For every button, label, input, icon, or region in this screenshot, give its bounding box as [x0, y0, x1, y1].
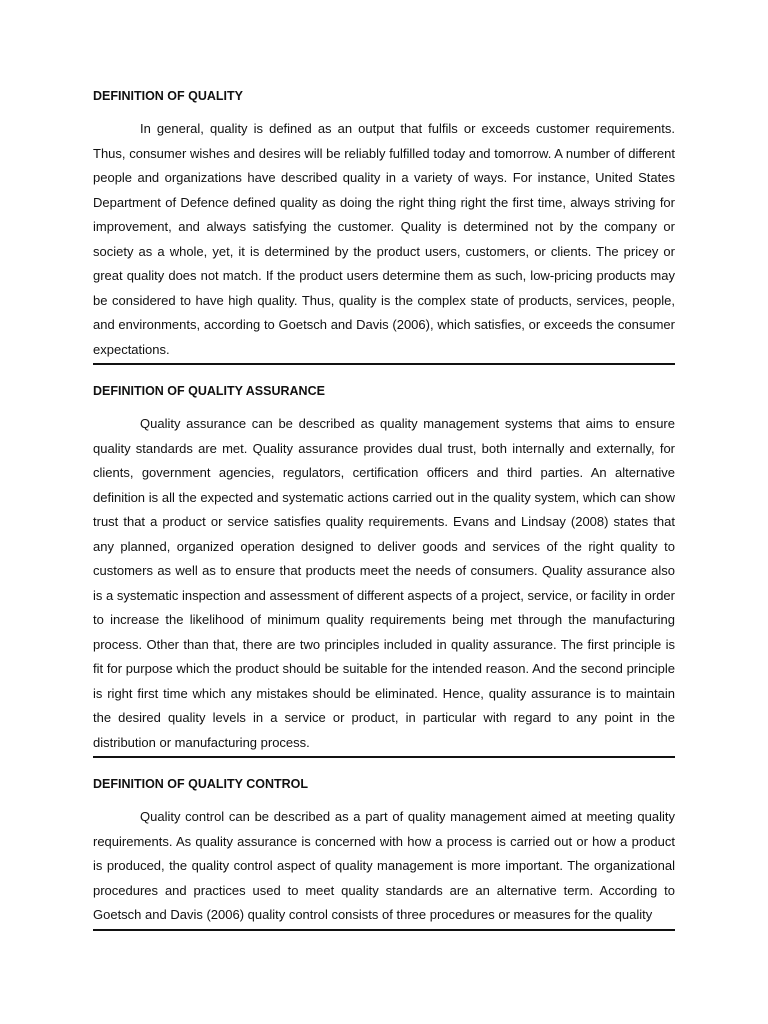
section-heading-quality-assurance: DEFINITION OF QUALITY ASSURANCE [93, 384, 325, 398]
section-heading-quality: DEFINITION OF QUALITY [93, 89, 243, 103]
section-paragraph-quality-control: Quality control can be described as a part of quality management aimed at meeting quality requirements. As quality assurance is concerned with how a process is carried out or how a product is produced, the quality control aspect of quality management is more important. The organizational procedures and practices used to meet quality standards are an alternative term. According to Goetsch and Davis (2006) quality control consists of three procedures or measures for the quality [93, 809, 675, 922]
section-heading-quality-control: DEFINITION OF QUALITY CONTROL [93, 777, 309, 791]
section-divider [93, 756, 675, 758]
section-divider [93, 929, 675, 931]
section-paragraph-quality-assurance: Quality assurance can be described as quality management systems that aims to ensure quality standards are met. Quality assurance provides dual trust, both internally and externally, for clients, government agencies, regulators, certification officers and third parties. An alternative definition is all the expected and systematic actions carried out in the quality system, which can show trust that a product or service satisfies quality requirements. Evans and Lindsay (2008) states that any planned, organized operation designed to deliver goods and services of the right quality to customers as well as to ensure that products meet the needs of consumers. Quality assurance also is a systematic inspection and assessment of different aspects of a project, service, or facility in order to increase the likelihood of minimum quality requirements being met through the manufacturing process. Other than that, there are two principles included in quality assurance. The first principle is fit for purpose which the product should be suitable for the intended reason. And the second principle is right first time which any mistakes should be eliminated. Hence, quality assurance is to maintain the desired quality levels in a service or product, in particular with regard to any point in the distribution or manufacturing process. [93, 416, 675, 750]
section-paragraph-quality: In general, quality is defined as an output that fulfils or exceeds customer requirements. Thus, consumer wishes and desires will be reliably fulfilled today and tomorrow. A number of different people and organizations have described quality in a variety of ways. For instance, United States Department of Defence defined quality as doing the right thing right the first time, always striving for improvement, and always satisfying the customer. Quality is determined not by the company or society as a whole, yet, it is determined by the product users, customers, or clients. The pricey or great quality does not match. If the product users determine them as such, low-pricing products may be considered to have high quality. Thus, quality is the complex state of products, services, people, and environments, according to Goetsch and Davis (2006), which satisfies, or exceeds the consumer expectations. [93, 121, 675, 357]
document-page [93, 86, 675, 931]
section-divider [93, 363, 675, 365]
